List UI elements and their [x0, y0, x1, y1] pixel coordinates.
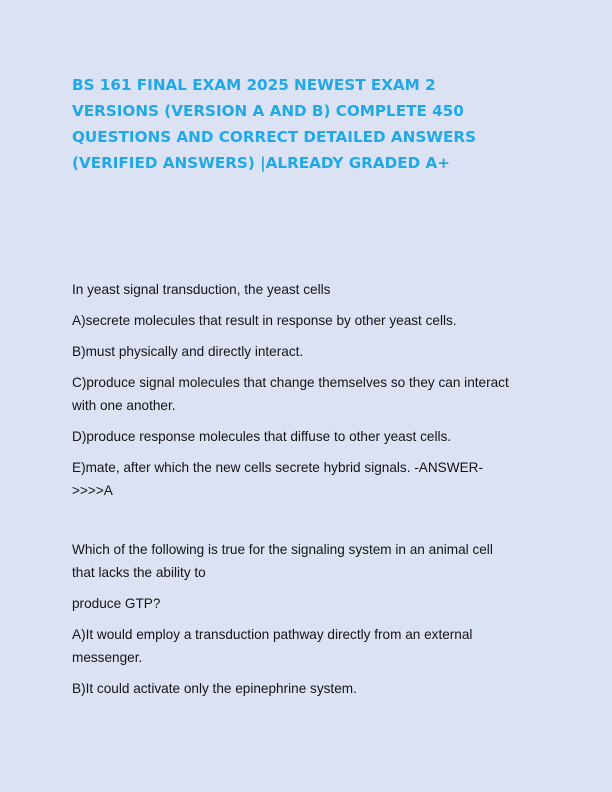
title-line: VERSIONS (VERSION A AND B) COMPLETE 450 — [72, 102, 464, 120]
answer-option-d: D)produce response molecules that diffuse to other yeast cells. — [72, 429, 452, 444]
question-prompt: In yeast signal transduction, the yeast cells — [72, 282, 331, 297]
answer-option-a-cont: messenger. — [72, 650, 143, 665]
answer-option-b: B)must physically and directly interact. — [72, 344, 304, 359]
document-title — [72, 72, 542, 176]
answer-key: >>>>A — [72, 483, 113, 498]
answer-option-c: C)produce signal molecules that change themselves so they can interact — [72, 375, 509, 390]
title-line: (VERIFIED ANSWERS) |ALREADY GRADED A+ — [72, 154, 450, 172]
answer-option-a: A)It would employ a transduction pathway directly from an external — [72, 627, 473, 642]
answer-option-b: B)It could activate only the epinephrine system. — [72, 681, 357, 696]
question-prompt-cont: produce GTP? — [72, 596, 161, 611]
answer-option-c-cont: with one another. — [72, 398, 176, 413]
answer-option-e: E)mate, after which the new cells secrete hybrid signals. -ANSWER- — [72, 460, 483, 475]
question-2 — [72, 538, 547, 700]
title-line: BS 161 FINAL EXAM 2025 NEWEST EXAM 2 — [72, 76, 436, 94]
question-prompt-cont: that lacks the ability to — [72, 565, 206, 580]
title-line: QUESTIONS AND CORRECT DETAILED ANSWERS — [72, 128, 477, 146]
question-prompt: Which of the following is true for the signaling system in an animal cell — [72, 542, 493, 557]
answer-option-a: A)secrete molecules that result in response by other yeast cells. — [72, 313, 457, 328]
question-1 — [72, 278, 547, 502]
